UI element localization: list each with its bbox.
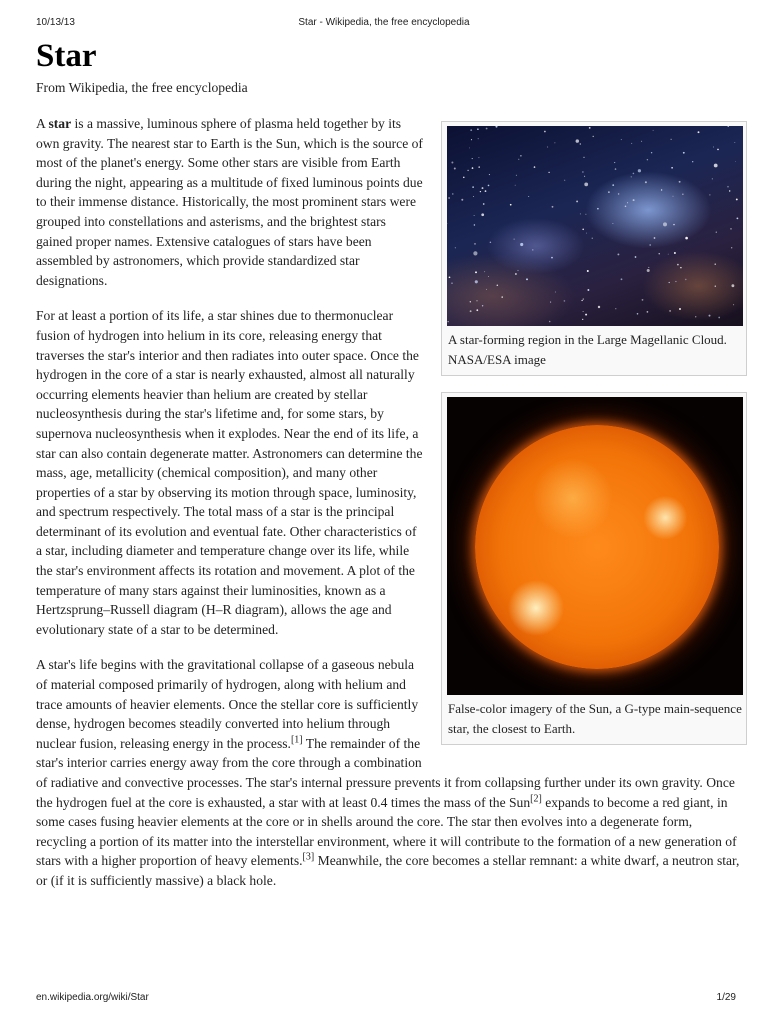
sun-disc	[475, 425, 719, 669]
figure-caption: False-color imagery of the Sun, a G-type main-sequence star, the closest to Earth.	[448, 701, 742, 736]
reference-link-3[interactable]: [3]	[302, 851, 315, 863]
page-title: Star	[36, 38, 97, 74]
figure-sun	[441, 392, 747, 745]
print-date: 10/13/13	[36, 17, 75, 28]
reference-link-1[interactable]: [1]	[290, 734, 303, 746]
print-page-number: 1/29	[716, 992, 736, 1003]
paragraph-2: For at least a portion of its life, a star shines due to thermonuclear fusion of hydrogen into helium in its core, releasing energy that traverses the star's interior and then radiates into outer space. Once the hydrogen in the core of a star is nearly exhausted, almost all naturally occurring elements heavier than helium are created by stellar nucleosynthesis during the star's lifetime and, for some stars, by supernova nucleosynthesis when it explodes. Near the end of its life, a star can also contain degenerate matter. Astronomers can determine the mass, age, metallicity (chemical composition), and many other properties of a star by observing its motion through space, luminosity, and spectrum respectively. The total mass of a star is the principal determinant of its evolution and eventual fate. Other characteristics of a star, including diameter and temperature change over its life, while the star's environment affects its rotation and movement. A plot of the temperature of many stars against their luminosities, known as a Hertzsprung–Russell diagram (H–R diagram), allows the age and evolutionary state of a star to be determined.	[36, 308, 423, 637]
figure-caption: A star-forming region in the Large Magellanic Cloud. NASA/ESA image	[448, 332, 727, 367]
paragraph-3-text-b: The remainder of the star's interior carries energy away from the core through a combination of radiative and convective processes. The star's internal pressure prevents it from collapsing further under its own gravity. Once the hydrogen fuel at the core is exhausted, a star with at least 0.4 times the mass of the Sun	[36, 735, 735, 810]
paragraph-1-text: is a massive, luminous sphere of plasma held together by its own gravity. The nearest star to Earth is the Sun, which is the source of most of the planet's energy. Some other stars are visible from Earth during the night, appearing as a multitude of fixed luminous points due to their immense distance. Historically, the most prominent stars were grouped into constellations and asterisms, and the brightest stars gained proper names. Extensive catalogues of stars have been assembled by astronomers, which provide standardized star designations.	[36, 116, 423, 288]
magellanic-cloud-image[interactable]	[447, 126, 743, 326]
site-subtitle: From Wikipedia, the free encyclopedia	[36, 80, 248, 95]
bold-term-star: star	[48, 116, 72, 131]
print-page-title: Star - Wikipedia, the free encyclopedia	[298, 17, 470, 28]
reference-link-2[interactable]: [2]	[530, 793, 542, 805]
print-url: en.wikipedia.org/wiki/Star	[36, 992, 149, 1003]
figure-magellanic-cloud	[441, 121, 747, 376]
paragraph-1-lead: A	[36, 116, 49, 131]
paragraph-3-text-a: A star's life begins with the gravitational collapse of a gaseous nebula of material composed primarily of hydrogen, along with helium and trace amounts of heavier elements. Once the stellar core is sufficiently dense, hydrogen becomes steadily converted into helium through nuclear fusion, releasing energy in the process.	[36, 657, 419, 751]
starfield-graphic	[447, 126, 743, 326]
print-header	[0, 17, 768, 31]
article-body	[36, 114, 740, 891]
sun-image[interactable]	[447, 397, 743, 695]
paragraph-3-text-c: expands to become a red giant, in some cases fusing heavier elements at the core or in shells around the core. The star then evolves into a degenerate form, recycling a portion of its matter into the interstellar environment, where it will contribute to the formation of a new generation of stars with a higher proportion of heavy elements.	[36, 794, 737, 869]
print-footer	[0, 992, 768, 1006]
paragraph-3-text-d: Meanwhile, the core becomes a stellar remnant: a white dwarf, a neutron star, or (if it is sufficiently massive) a black hole.	[36, 853, 740, 888]
